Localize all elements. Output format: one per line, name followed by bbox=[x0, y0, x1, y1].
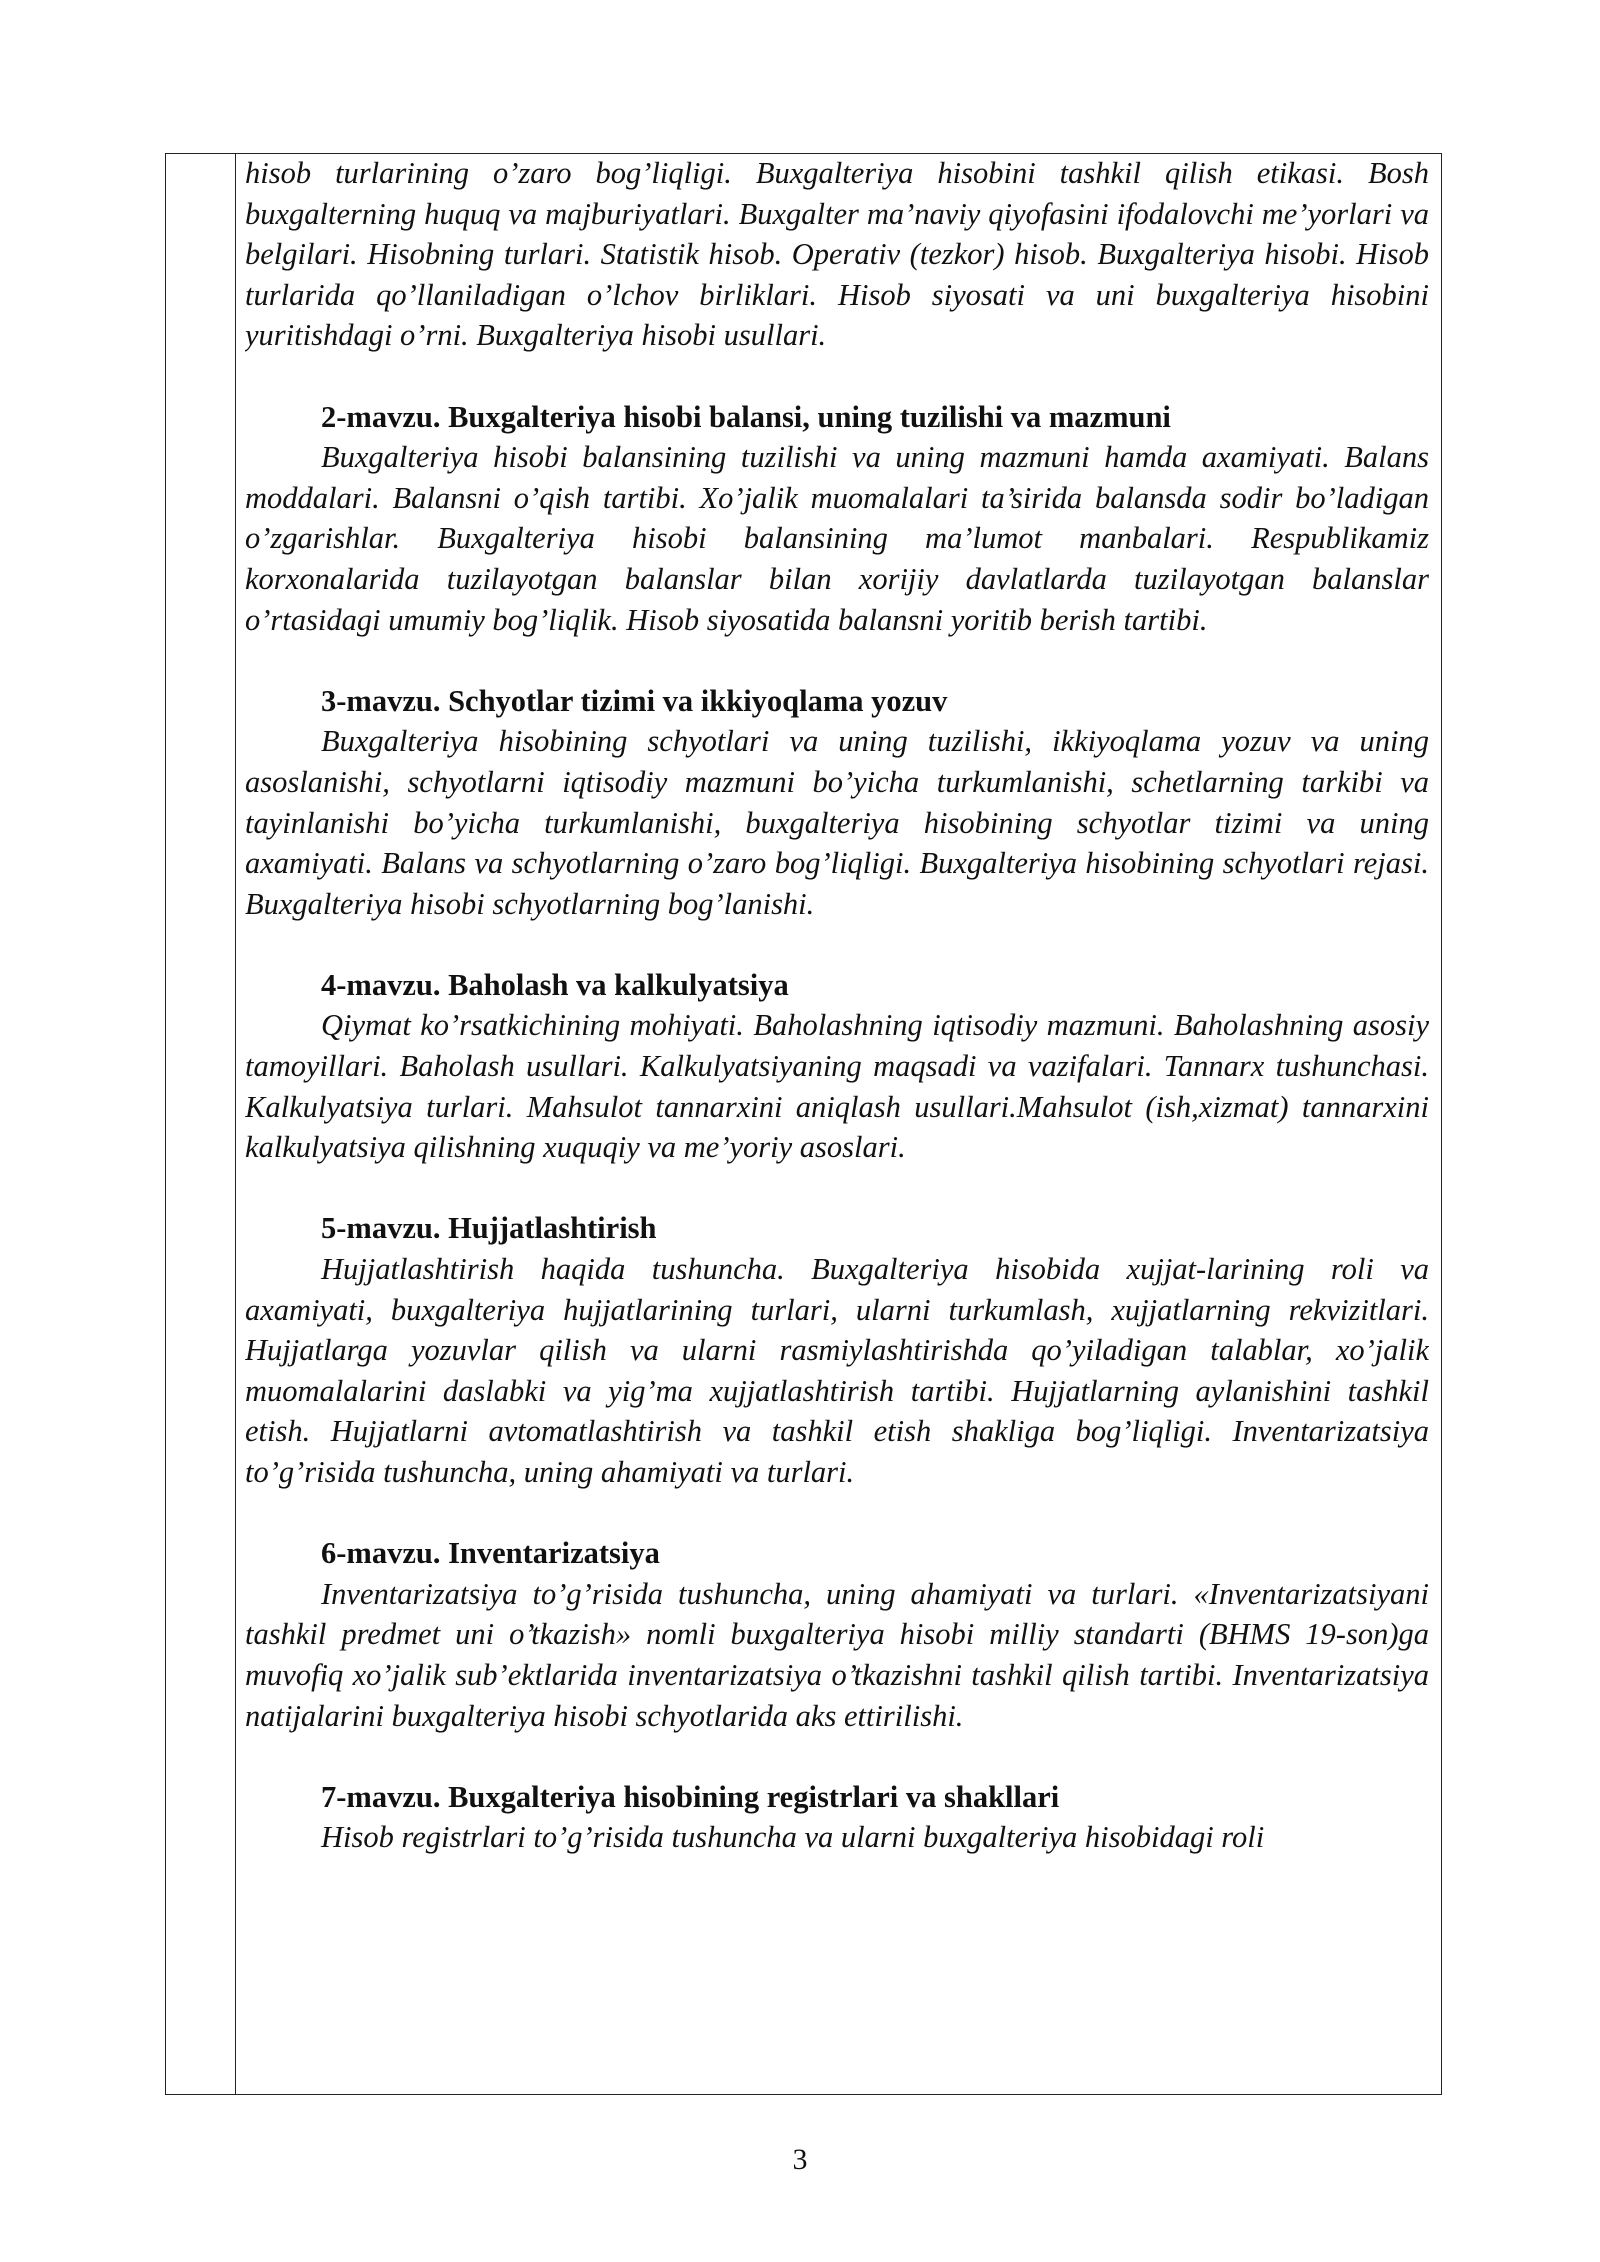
topic-2-body: Buxgalteriya hisobi balansining tuzilishi va uning mazmuni hamda axamiyati. Balans moddalari. Balansni o’qish tartibi. Xo’jalik muomalalari ta’sirida balansda sodir bo’ladigan o’zgarishlar. Buxgalteriya hisobi balansining ma’lumot manbalari. Respublikamiz korxonalarida tuzilayotgan balanslar bilan xorijiy davlatlarda tuzilayotgan balanslar o’rtasidagi umumiy bog’liqlik. Hisob siyosatida balansni yoritib berish tartibi. bbox=[245, 440, 1429, 637]
topic-4-body: Qiymat ko’rsatkichining mohiyati. Baholashning iqtisodiy mazmuni. Baholashning asosiy tamoyillari. Baholash usullari. Kalkulyatsiyaning maqsadi va vazifalari. Tannarx tushunchasi. Kalkulyatsiya turlari. Mahsulot tannarxini aniqlash usullari.Mahsulot (ish,xizmat) tannarxini kalkulyatsiya qilishning xuquqiy va me’yoriy asoslari. bbox=[245, 1008, 1429, 1165]
table-column-divider bbox=[235, 153, 236, 2095]
page-number: 3 bbox=[792, 2143, 808, 2176]
topic-5-title: 5-mavzu. Hujjatlashtirish bbox=[321, 1211, 657, 1246]
topic-5-body: Hujjatlashtirish haqida tushuncha. Buxgalteriya hisobida xujjat-larining roli va axamiyati, buxgalteriya hujjatlarining turlari, ularni turkumlash, xujjatlarning rekvizitlari. Hujjatlarga yozuvlar qilish va ularni rasmiylashtirishda qo’yiladigan talablar, xo’jalik muomalalarini daslabki va yig’ma xujjatlashtirish tartibi. Hujjatlarning aylanishini tashkil etish. Hujjatlarni avtomatlashtirish va tashkil etish shakliga bog’liqligi. Inventarizatsiya to’g’risida tushuncha, uning ahamiyati va turlari. bbox=[245, 1252, 1429, 1489]
table-content-cell bbox=[245, 153, 1429, 2093]
topic-3-title: 3-mavzu. Schyotlar tizimi va ikkiyoqlama yozuv bbox=[321, 683, 948, 718]
intro-paragraph: hisob turlarining o’zaro bog’liqligi. Buxgalteriya hisobini tashkil qilish etikasi. Bosh buxgalterning huquq va majburiyatlari. Buxgalter ma’naviy qiyofasini ifodalovchi me’yorlari va belgilari. Hisobning turlari. Statistik hisob. Operativ (tezkor) hisob. Buxgalteriya hisobi. Hisob turlarida qo’llaniladigan o’lchov birliklari. Hisob siyosati va uni buxgalteriya hisobini yuritishdagi o’rni. Buxgalteriya hisobi usullari. bbox=[245, 156, 1429, 353]
topic-7-body: Hisob registrlari to’g’risida tushuncha va ularni buxgalteriya hisobidagi roli bbox=[321, 1820, 1265, 1855]
topic-2-title: 2-mavzu. Buxgalteriya hisobi balansi, uning tuzilishi va mazmuni bbox=[321, 399, 1171, 434]
topic-7-title: 7-mavzu. Buxgalteriya hisobining registrlari va shakllari bbox=[321, 1779, 1060, 1814]
topic-6-title: 6-mavzu. Inventarizatsiya bbox=[321, 1536, 660, 1571]
topic-3-body: Buxgalteriya hisobining schyotlari va uning tuzilishi, ikkiyoqlama yozuv va uning asoslanishi, schyotlarni iqtisodiy mazmuni bo’yicha turkumlanishi, schetlarning tarkibi va tayinlanishi bo’yicha turkumlanishi, buxgalteriya hisobining schyotlar tizimi va uning axamiyati. Balans va schyotlarning o’zaro bog’liqligi. Buxgalteriya hisobining schyotlari rejasi. Buxgalteriya hisobi schyotlarning bog’lanishi. bbox=[245, 724, 1429, 921]
topic-4-title: 4-mavzu. Baholash va kalkulyatsiya bbox=[321, 967, 789, 1002]
topic-6-body: Inventarizatsiya to’g’risida tushuncha, uning ahamiyati va turlari. «Inventarizatsiyani tashkil predmet uni o’tkazish» nomli buxgalteriya hisobi milliy standarti (BHMS 19-son)ga muvofiq xo’jalik sub’ektlarida inventarizatsiya o’tkazishni tashkil qilish tartibi. Inventarizatsiya natijalarini buxgalteriya hisobi schyotlarida aks ettirilishi. bbox=[245, 1576, 1429, 1733]
